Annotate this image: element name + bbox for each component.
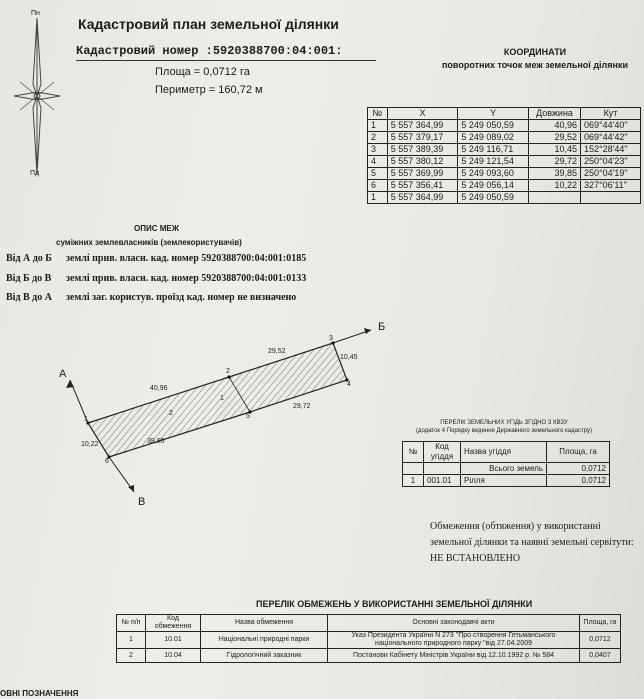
cell: 5 249 121,54: [458, 156, 529, 168]
cell: 5 557 389,39: [387, 144, 458, 156]
table-row: [117, 632, 621, 649]
coordinates-heading-title: КООРДИНАТИ: [503, 47, 567, 57]
cell: 2: [368, 132, 388, 144]
cell: 0,0712: [580, 632, 621, 649]
land-list-table: [402, 441, 610, 487]
cell: 250°04'19": [581, 168, 641, 180]
table-header-row: [403, 442, 610, 463]
restrictions-table: [116, 614, 621, 663]
arrow-v-icon: [128, 485, 134, 492]
length-label: 29,72: [293, 403, 311, 410]
cell: Указ Президента України N 273 "Про створення Гетьманського національного природного парку "від 27.04.2009: [328, 632, 580, 649]
perimeter-value: Периметр = 160,72 м: [155, 84, 263, 96]
cell: 5 249 056,14: [458, 180, 529, 192]
point-label: 4: [347, 381, 351, 388]
boundary-letter-b: Б: [378, 321, 386, 333]
boundary-letter-v: В: [138, 496, 146, 508]
boundary-line-b: [333, 330, 371, 343]
compass-south-label: Пд: [30, 170, 40, 177]
cell: 5 557 356,41: [387, 180, 458, 192]
length-label: 29,52: [268, 348, 286, 355]
point-label: 6: [105, 458, 109, 465]
compass-north-label: Пн: [31, 10, 40, 17]
cell: 5 557 380,12: [387, 156, 458, 168]
cell: 250°04'23": [581, 156, 641, 168]
cell: 5 557 369,99: [387, 168, 458, 180]
cell: 5 249 050,59: [458, 120, 529, 132]
cell: 1: [368, 192, 388, 204]
boundary-text: землі прив. власн. кад. номер 5920388700:04:001:0133: [66, 273, 307, 284]
legend-heading: ОВНІ ПОЗНАЧЕННЯ: [0, 689, 79, 698]
column-header: Довжина: [528, 108, 580, 120]
cell: Всього земель: [461, 463, 547, 475]
cell: Рілля: [461, 475, 547, 487]
cell: [424, 463, 461, 475]
boundary-range: Від Б до В: [6, 273, 52, 284]
column-header: Код угіддя: [424, 442, 461, 463]
boundary-range: Від А до Б: [6, 253, 52, 264]
cell: 5 249 050,59: [458, 192, 529, 204]
boundary-range: Від В до А: [6, 292, 52, 303]
point-label: 2: [226, 368, 230, 375]
land-list-title: ПЕРЕЛІК ЗЕМЕЛЬНИХ УГІДЬ ЗГІДНО З КВЗУ: [440, 420, 568, 426]
part-label: 1: [220, 395, 224, 402]
cell: 5 249 089,02: [458, 132, 529, 144]
arrow-b-icon: [364, 328, 371, 334]
part-label: 2: [169, 410, 173, 417]
column-header: Назва обмеження: [201, 615, 328, 632]
cell: Національні природні парки: [201, 632, 328, 649]
cell: 069°44'42": [581, 132, 641, 144]
cell: 29,72: [528, 156, 580, 168]
column-header: Y: [458, 108, 529, 120]
column-header: Кут: [581, 108, 641, 120]
length-label: 39,85: [147, 438, 165, 445]
cell: 1: [117, 632, 146, 649]
cell: 5: [368, 168, 388, 180]
point-marker: [227, 375, 230, 378]
boundary-letter-a: А: [59, 368, 67, 380]
table-row: [117, 649, 621, 663]
parcel-polygon: [88, 343, 347, 457]
cell: 069°44'40": [581, 120, 641, 132]
arrow-a-icon: [66, 380, 74, 388]
boundaries-title: ОПИС МЕЖ: [134, 224, 179, 233]
cell: 0,0712: [547, 463, 610, 475]
column-header: Назва угіддя: [461, 442, 547, 463]
length-label: 10,22: [81, 441, 99, 448]
cell: 39,85: [528, 168, 580, 180]
column-header: Основні законодавчі акти: [328, 615, 580, 632]
column-header: Код обмеження: [146, 615, 201, 632]
cell: 10.01: [146, 632, 201, 649]
cell: 0,0712: [547, 475, 610, 487]
column-header: №: [403, 442, 424, 463]
table-header-row: [117, 615, 621, 632]
length-label: 40,96: [150, 385, 168, 392]
cell: 5 249 093,60: [458, 168, 529, 180]
coordinates-heading-subtitle: поворотних точок меж земельної ділянки: [442, 60, 628, 70]
cell: 1: [403, 475, 424, 487]
cell: 0,0407: [580, 649, 621, 663]
cadastral-number: Кадастровий номер :5920388700:04:001:: [76, 44, 343, 58]
cell: 327°06'11": [581, 180, 641, 192]
cell: 5 557 379,17: [387, 132, 458, 144]
cell: 5 249 116,71: [458, 144, 529, 156]
cell: Гідрологічний заказник: [201, 649, 328, 663]
cell: 152°28'44": [581, 144, 641, 156]
cell: 3: [368, 144, 388, 156]
cell: 40,96: [528, 120, 580, 132]
cell: 10,45: [528, 144, 580, 156]
area-value: Площа = 0,0712 га: [155, 66, 250, 78]
cell: 2: [117, 649, 146, 663]
cell: 10,22: [528, 180, 580, 192]
column-header: X: [387, 108, 458, 120]
point-label: 3: [329, 335, 333, 342]
length-label: 10,45: [340, 354, 358, 361]
cell: 1: [368, 120, 388, 132]
cell: 29,52: [528, 132, 580, 144]
cell: 6: [368, 180, 388, 192]
boundary-text: землі прив. власн. кад. номер 5920388700:04:001:0185: [66, 253, 307, 264]
boundary-text: землі заг. користув. проїзд кад. номер не визначено: [66, 292, 297, 303]
cell: 4: [368, 156, 388, 168]
boundaries-subtitle: суміжних землевласників (землекористувачів): [56, 238, 242, 247]
column-header: №: [368, 108, 388, 120]
cell: 5 557 364,99: [387, 192, 458, 204]
point-label: 1: [84, 416, 88, 423]
land-list-subtitle: (додаток 4 Порядку ведення Державного земельного кадастру): [415, 428, 592, 434]
cell: 10.04: [146, 649, 201, 663]
page-title: Кадастровий план земельної ділянки: [78, 16, 339, 32]
table-row: [403, 463, 610, 475]
restrictions-note: Обмеження (обтяження) у використанні земельної ділянки та наявні земельні сервітути: НЕ ВСТАНОВЛЕНО: [430, 521, 634, 564]
cell: 001.01: [424, 475, 461, 487]
column-header: Площа, га: [580, 615, 621, 632]
column-header: Площа, га: [547, 442, 610, 463]
point-label: 5: [246, 413, 250, 420]
cell: 5 557 364,99: [387, 120, 458, 132]
column-header: № п/п: [117, 615, 146, 632]
cell: [403, 463, 424, 475]
table-row: [403, 475, 610, 487]
restrictions-list-heading: ПЕРЕЛІК ОБМЕЖЕНЬ У ВИКОРИСТАННІ ЗЕМЕЛЬНОЇ ДІЛЯНКИ: [256, 599, 533, 609]
cell: Постанови Кабінету Міністрів України від 12.10.1992 р. № 584: [328, 649, 580, 663]
land-list-heading: [388, 419, 620, 435]
